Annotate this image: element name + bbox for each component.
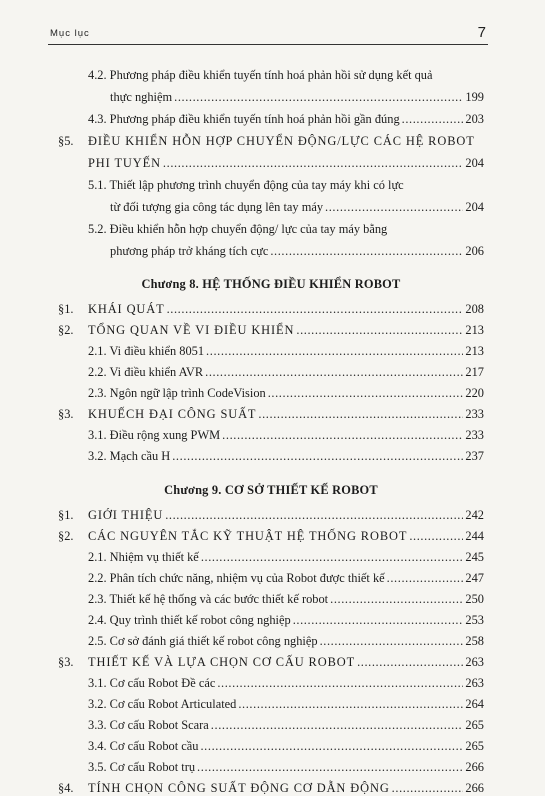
toc-entry-text: 2.1. Vi điều khiển 8051 <box>88 344 205 358</box>
toc-entry-s5[interactable] <box>58 133 484 171</box>
leader-dots <box>268 385 464 401</box>
section-number: §1. <box>58 508 74 522</box>
toc-page-number: 206 <box>465 244 484 258</box>
leader-dots <box>325 199 463 215</box>
toc-entry-text: 3.2. Cơ cấu Robot Articulated <box>88 697 237 711</box>
leader-dots <box>201 549 464 565</box>
running-header-page-number: 7 <box>477 24 486 41</box>
toc-page-number: 266 <box>465 760 484 774</box>
toc-entry-ch9-2-4[interactable] <box>58 612 484 628</box>
leader-dots <box>165 507 463 523</box>
toc-entry-text: GIỚI THIỆU <box>88 508 164 522</box>
toc-entry-ch9-s1[interactable] <box>58 507 484 523</box>
toc-entry-text: 2.2. Vi điều khiển AVR <box>88 365 204 379</box>
toc-page-number: 237 <box>465 449 484 463</box>
toc-entry-ch9-3-5[interactable] <box>58 759 484 775</box>
toc-entry-ch9-3-2[interactable] <box>58 696 484 712</box>
toc-entry-text-cont: từ đối tượng gia công tác dụng lên tay máy <box>110 200 324 214</box>
chapter-heading-8: Chương 8. HỆ THỐNG ĐIỀU KHIỂN ROBOT <box>141 277 401 291</box>
toc-page-number: 263 <box>465 655 484 669</box>
toc-page-number: 245 <box>465 550 484 564</box>
toc-page-number: 204 <box>465 156 484 170</box>
toc-page-number: 253 <box>465 613 484 627</box>
toc-entry-text: 3.1. Điều rộng xung PWM <box>88 428 221 442</box>
toc-entry-text: 2.3. Thiết kế hệ thống và các bước thiết kế robot <box>88 592 329 606</box>
toc-entry-ch8-2-1[interactable] <box>58 343 484 359</box>
toc-entry-text: 5.2. Điều khiển hỗn hợp chuyển động/ lực của tay máy bằng <box>88 222 388 236</box>
toc-entry-ch8-3-2[interactable] <box>58 448 484 464</box>
leader-dots <box>197 759 463 775</box>
leader-dots <box>409 528 463 544</box>
toc-page-number: 247 <box>465 571 484 585</box>
toc-page-number: 264 <box>465 697 484 711</box>
toc-entry-ch9-2-1[interactable] <box>58 549 484 565</box>
toc-entry-ch9-2-2[interactable] <box>58 570 484 586</box>
toc-page-number: 242 <box>465 508 484 522</box>
leader-dots <box>258 406 463 422</box>
toc-entry-4-2[interactable] <box>58 67 484 105</box>
toc-entry-text: 2.1. Nhiệm vụ thiết kế <box>88 550 199 564</box>
toc-entry-text: 4.3. Phương pháp điều khiển tuyến tính hoá phản hồi gần đúng <box>88 112 400 126</box>
leader-dots <box>330 591 463 607</box>
toc-entry-ch9-3-3[interactable] <box>58 717 484 733</box>
leader-dots <box>200 738 463 754</box>
leader-dots <box>222 427 463 443</box>
leader-dots <box>172 448 463 464</box>
toc-entry-text: KHÁI QUÁT <box>88 302 165 316</box>
toc-entry-4-3[interactable] <box>58 111 484 127</box>
toc-entry-text: 3.3. Cơ cấu Robot Scara <box>88 718 209 732</box>
toc-entry-5-2[interactable] <box>58 221 484 259</box>
leader-dots <box>211 717 464 733</box>
section-number: §3. <box>58 407 74 421</box>
toc-entry-text: 3.2. Mạch cầu H <box>88 449 171 463</box>
toc-page-number: 220 <box>465 386 484 400</box>
toc-page-number: 204 <box>465 200 484 214</box>
toc-entry-text: 2.3. Ngôn ngữ lập trình CodeVision <box>88 386 266 400</box>
toc-entry-text: 2.2. Phân tích chức năng, nhiệm vụ của Robot được thiết kế <box>88 571 385 585</box>
toc-entry-text: 3.4. Cơ cấu Robot cầu <box>88 739 199 753</box>
table-of-contents <box>58 67 484 796</box>
running-header-section: Mục lục <box>50 28 90 39</box>
toc-entry-text: TÍNH CHỌN CÔNG SUẤT ĐỘNG CƠ DẪN ĐỘNG <box>88 781 390 795</box>
toc-entry-ch9-3-4[interactable] <box>58 738 484 754</box>
leader-dots <box>174 89 463 105</box>
toc-page-number: 244 <box>465 529 484 543</box>
toc-page-number: 213 <box>465 323 484 337</box>
toc-entry-ch9-s2[interactable] <box>58 528 484 544</box>
toc-page-number: 258 <box>465 634 484 648</box>
section-number: §1. <box>58 302 74 316</box>
toc-entry-ch8-3-1[interactable] <box>58 427 484 443</box>
leader-dots <box>293 612 464 628</box>
toc-entry-text: KHUẾCH ĐẠI CÔNG SUẤT <box>88 407 257 421</box>
toc-entry-text: 2.5. Cơ sở đánh giá thiết kế robot công nghiệp <box>88 634 318 648</box>
toc-entry-text-cont: PHI TUYẾN <box>88 156 161 170</box>
toc-page-number: 233 <box>465 428 484 442</box>
leader-dots <box>320 633 464 649</box>
toc-entry-5-1[interactable] <box>58 177 484 215</box>
toc-page-number: 208 <box>465 302 484 316</box>
toc-page-number: 250 <box>465 592 484 606</box>
section-number: §2. <box>58 529 74 543</box>
toc-page-number: 213 <box>465 344 484 358</box>
toc-entry-ch8-s2[interactable] <box>58 322 484 338</box>
page-header <box>48 22 488 45</box>
leader-dots <box>238 696 463 712</box>
leader-dots <box>205 364 463 380</box>
toc-entry-text: CÁC NGUYÊN TẮC KỸ THUẬT HỆ THỐNG ROBOT <box>88 529 408 543</box>
toc-page-number: 203 <box>465 112 484 126</box>
section-number: §2. <box>58 323 74 337</box>
leader-dots <box>167 301 464 317</box>
toc-page-number: 265 <box>465 718 484 732</box>
toc-entry-ch9-s4[interactable] <box>58 780 484 796</box>
toc-page-number: 266 <box>465 781 484 795</box>
section-number: §5. <box>58 134 74 148</box>
leader-dots <box>392 780 464 796</box>
toc-entry-text-cont: thực nghiệm <box>110 90 173 104</box>
section-number: §3. <box>58 655 74 669</box>
toc-entry-ch8-2-3[interactable] <box>58 385 484 401</box>
leader-dots <box>206 343 463 359</box>
leader-dots <box>217 675 463 691</box>
toc-entry-ch9-2-5[interactable] <box>58 633 484 649</box>
toc-entry-ch9-3-1[interactable] <box>58 675 484 691</box>
toc-page-number: 263 <box>465 676 484 690</box>
toc-entry-ch9-s3[interactable] <box>58 654 484 670</box>
section-number: §4. <box>58 781 74 795</box>
toc-entry-text: 3.1. Cơ cấu Robot Đề các <box>88 676 216 690</box>
leader-dots <box>296 322 463 338</box>
toc-entry-text: 3.5. Cơ cấu Robot trụ <box>88 760 196 774</box>
toc-entry-text: 4.2. Phương pháp điều khiển tuyến tính hoá phản hồi sử dụng kết quả <box>88 68 433 82</box>
toc-entry-ch9-2-3[interactable] <box>58 591 484 607</box>
toc-entry-text: THIẾT KẾ VÀ LỰA CHỌN CƠ CẤU ROBOT <box>88 655 356 669</box>
leader-dots <box>402 111 464 127</box>
leader-dots <box>357 654 463 670</box>
toc-entry-text: 5.1. Thiết lập phương trình chuyển động của tay máy khi có lực <box>88 178 404 192</box>
leader-dots <box>163 155 463 171</box>
toc-entry-ch8-2-2[interactable] <box>58 364 484 380</box>
toc-entry-text: TỔNG QUAN VỀ VI ĐIỀU KHIỂN <box>88 323 295 337</box>
toc-entry-ch8-s1[interactable] <box>58 301 484 317</box>
toc-page-number: 233 <box>465 407 484 421</box>
toc-entry-ch8-s3[interactable] <box>58 406 484 422</box>
leader-dots <box>270 243 463 259</box>
chapter-heading-9: Chương 9. CƠ SỞ THIẾT KẾ ROBOT <box>164 483 378 497</box>
toc-entry-text: 2.4. Quy trình thiết kế robot công nghiệp <box>88 613 291 627</box>
toc-page-number: 265 <box>465 739 484 753</box>
toc-page-number: 199 <box>465 90 484 104</box>
toc-page-number: 217 <box>465 365 484 379</box>
toc-entry-text-cont: phương pháp trở kháng tích cực <box>110 244 269 258</box>
leader-dots <box>387 570 464 586</box>
toc-entry-text: ĐIỀU KHIỂN HỖN HỢP CHUYỂN ĐỘNG/LỰC CÁC HỆ ROBOT <box>88 134 475 148</box>
